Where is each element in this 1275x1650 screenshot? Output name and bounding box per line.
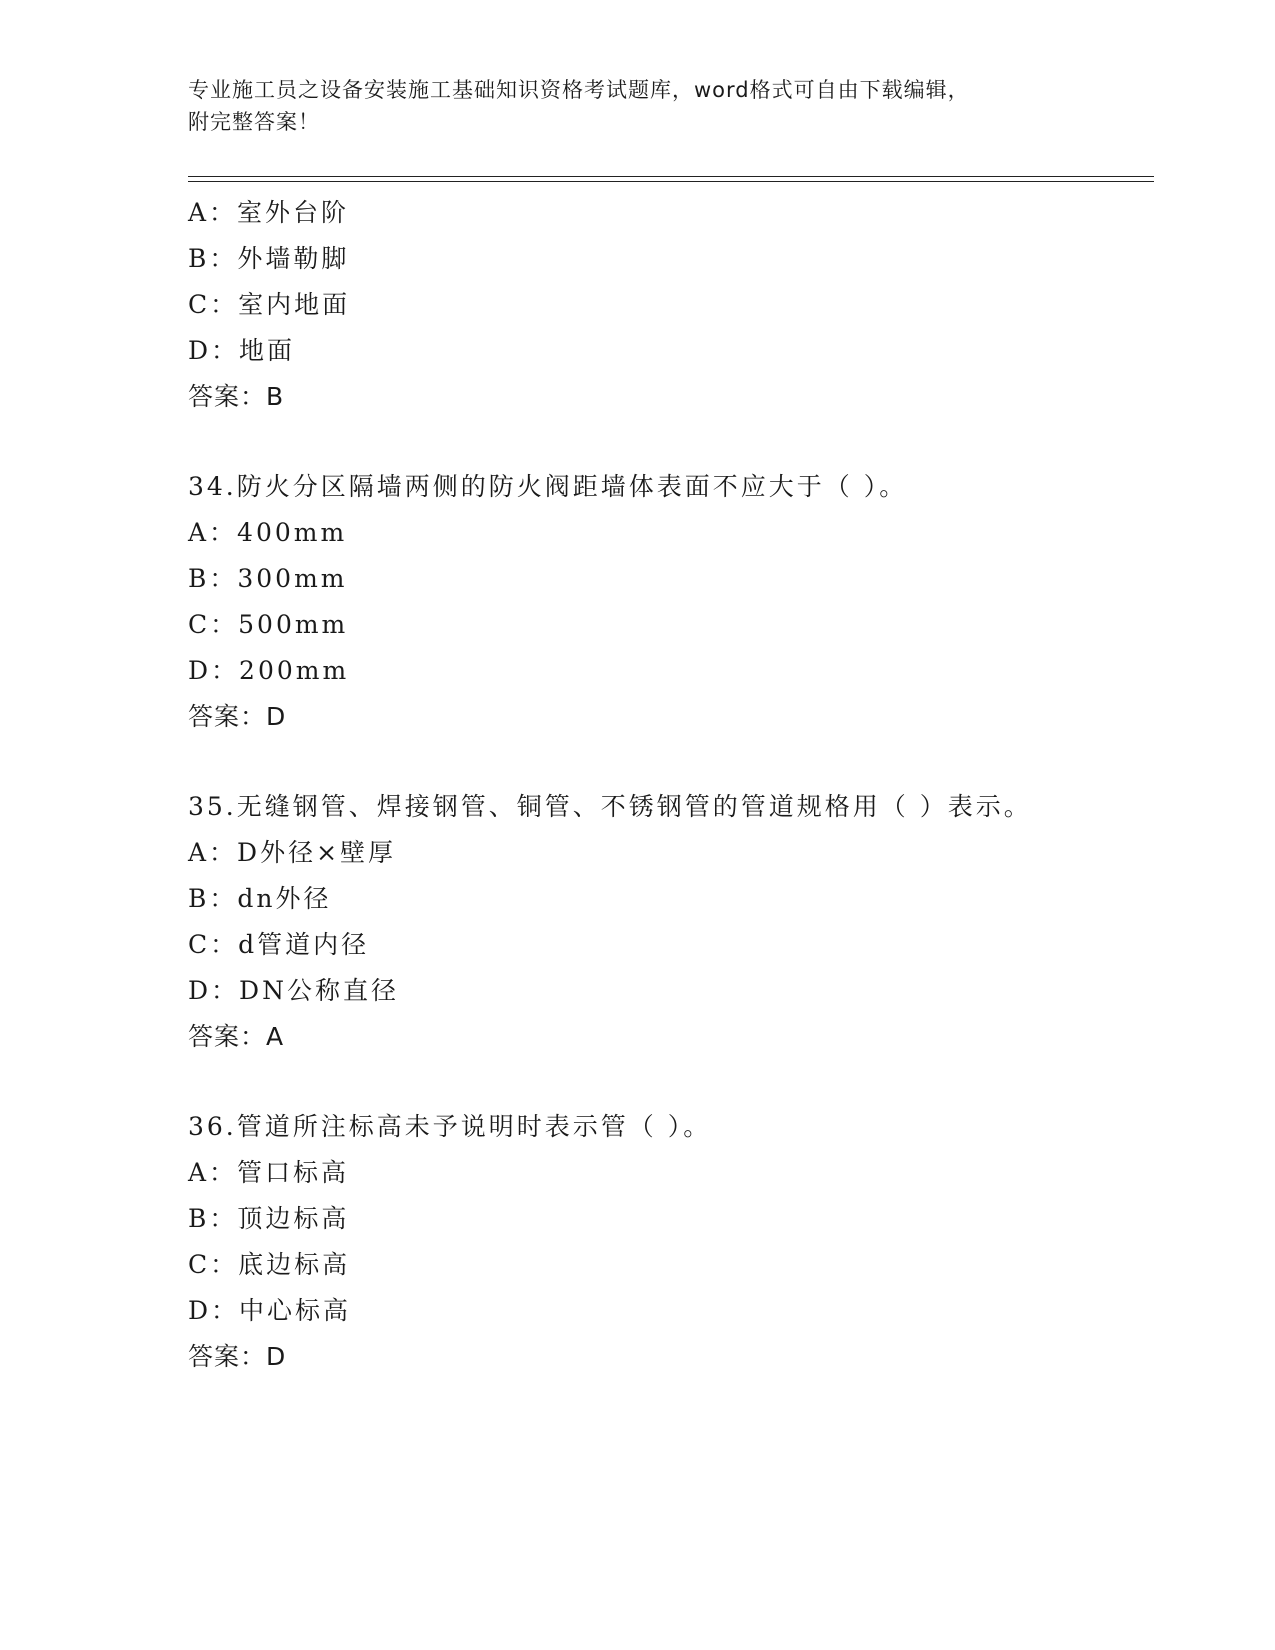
option-b: B：dn外径: [188, 884, 332, 913]
question-text: 35.无缝钢管、焊接钢管、铜管、不锈钢管的管道规格用（ ）表示。: [188, 792, 1032, 821]
answer-text: 答案：D: [188, 1342, 287, 1371]
question-block-36: [188, 1104, 1154, 1380]
header-divider-top: [188, 176, 1154, 177]
spacer: [188, 1060, 1154, 1104]
question-block-33: [188, 190, 1154, 420]
option-c: C：d管道内径: [188, 930, 370, 959]
option-a: A：400mm: [188, 518, 348, 547]
option-d: D：中心标高: [188, 1296, 352, 1325]
option-d: D：地面: [188, 336, 296, 365]
option-c: C：室内地面: [188, 290, 351, 319]
question-list: [188, 190, 1154, 1380]
option-c: C：底边标高: [188, 1250, 351, 1279]
option-d: D：200mm: [188, 656, 350, 685]
option-b: B：外墙勒脚: [188, 244, 350, 273]
option-b: B：300mm: [188, 564, 348, 593]
header-divider-bottom: [188, 181, 1154, 182]
header-line-1: 专业施工员之设备安装施工基础知识资格考试题库，word格式可自由下载编辑，: [188, 78, 970, 102]
answer-text: 答案：B: [188, 382, 285, 411]
question-block-34: [188, 464, 1154, 740]
option-a: A：管口标高: [188, 1158, 350, 1187]
spacer: [188, 420, 1154, 464]
option-d: D：DN公称直径: [188, 976, 399, 1005]
answer-text: 答案：A: [188, 1022, 285, 1051]
page-header: [188, 74, 1088, 138]
option-b: B：顶边标高: [188, 1204, 350, 1233]
question-block-35: [188, 784, 1154, 1060]
option-c: C：500mm: [188, 610, 349, 639]
answer-text: 答案：D: [188, 702, 287, 731]
option-a: A：室外台阶: [188, 198, 350, 227]
spacer: [188, 740, 1154, 784]
header-line-2: 附完整答案！: [188, 110, 320, 134]
question-text: 34.防火分区隔墙两侧的防火阀距墙体表面不应大于（ ）。: [188, 472, 908, 501]
option-a: A：D外径×壁厚: [188, 838, 397, 867]
question-text: 36.管道所注标高未予说明时表示管（ ）。: [188, 1112, 712, 1141]
